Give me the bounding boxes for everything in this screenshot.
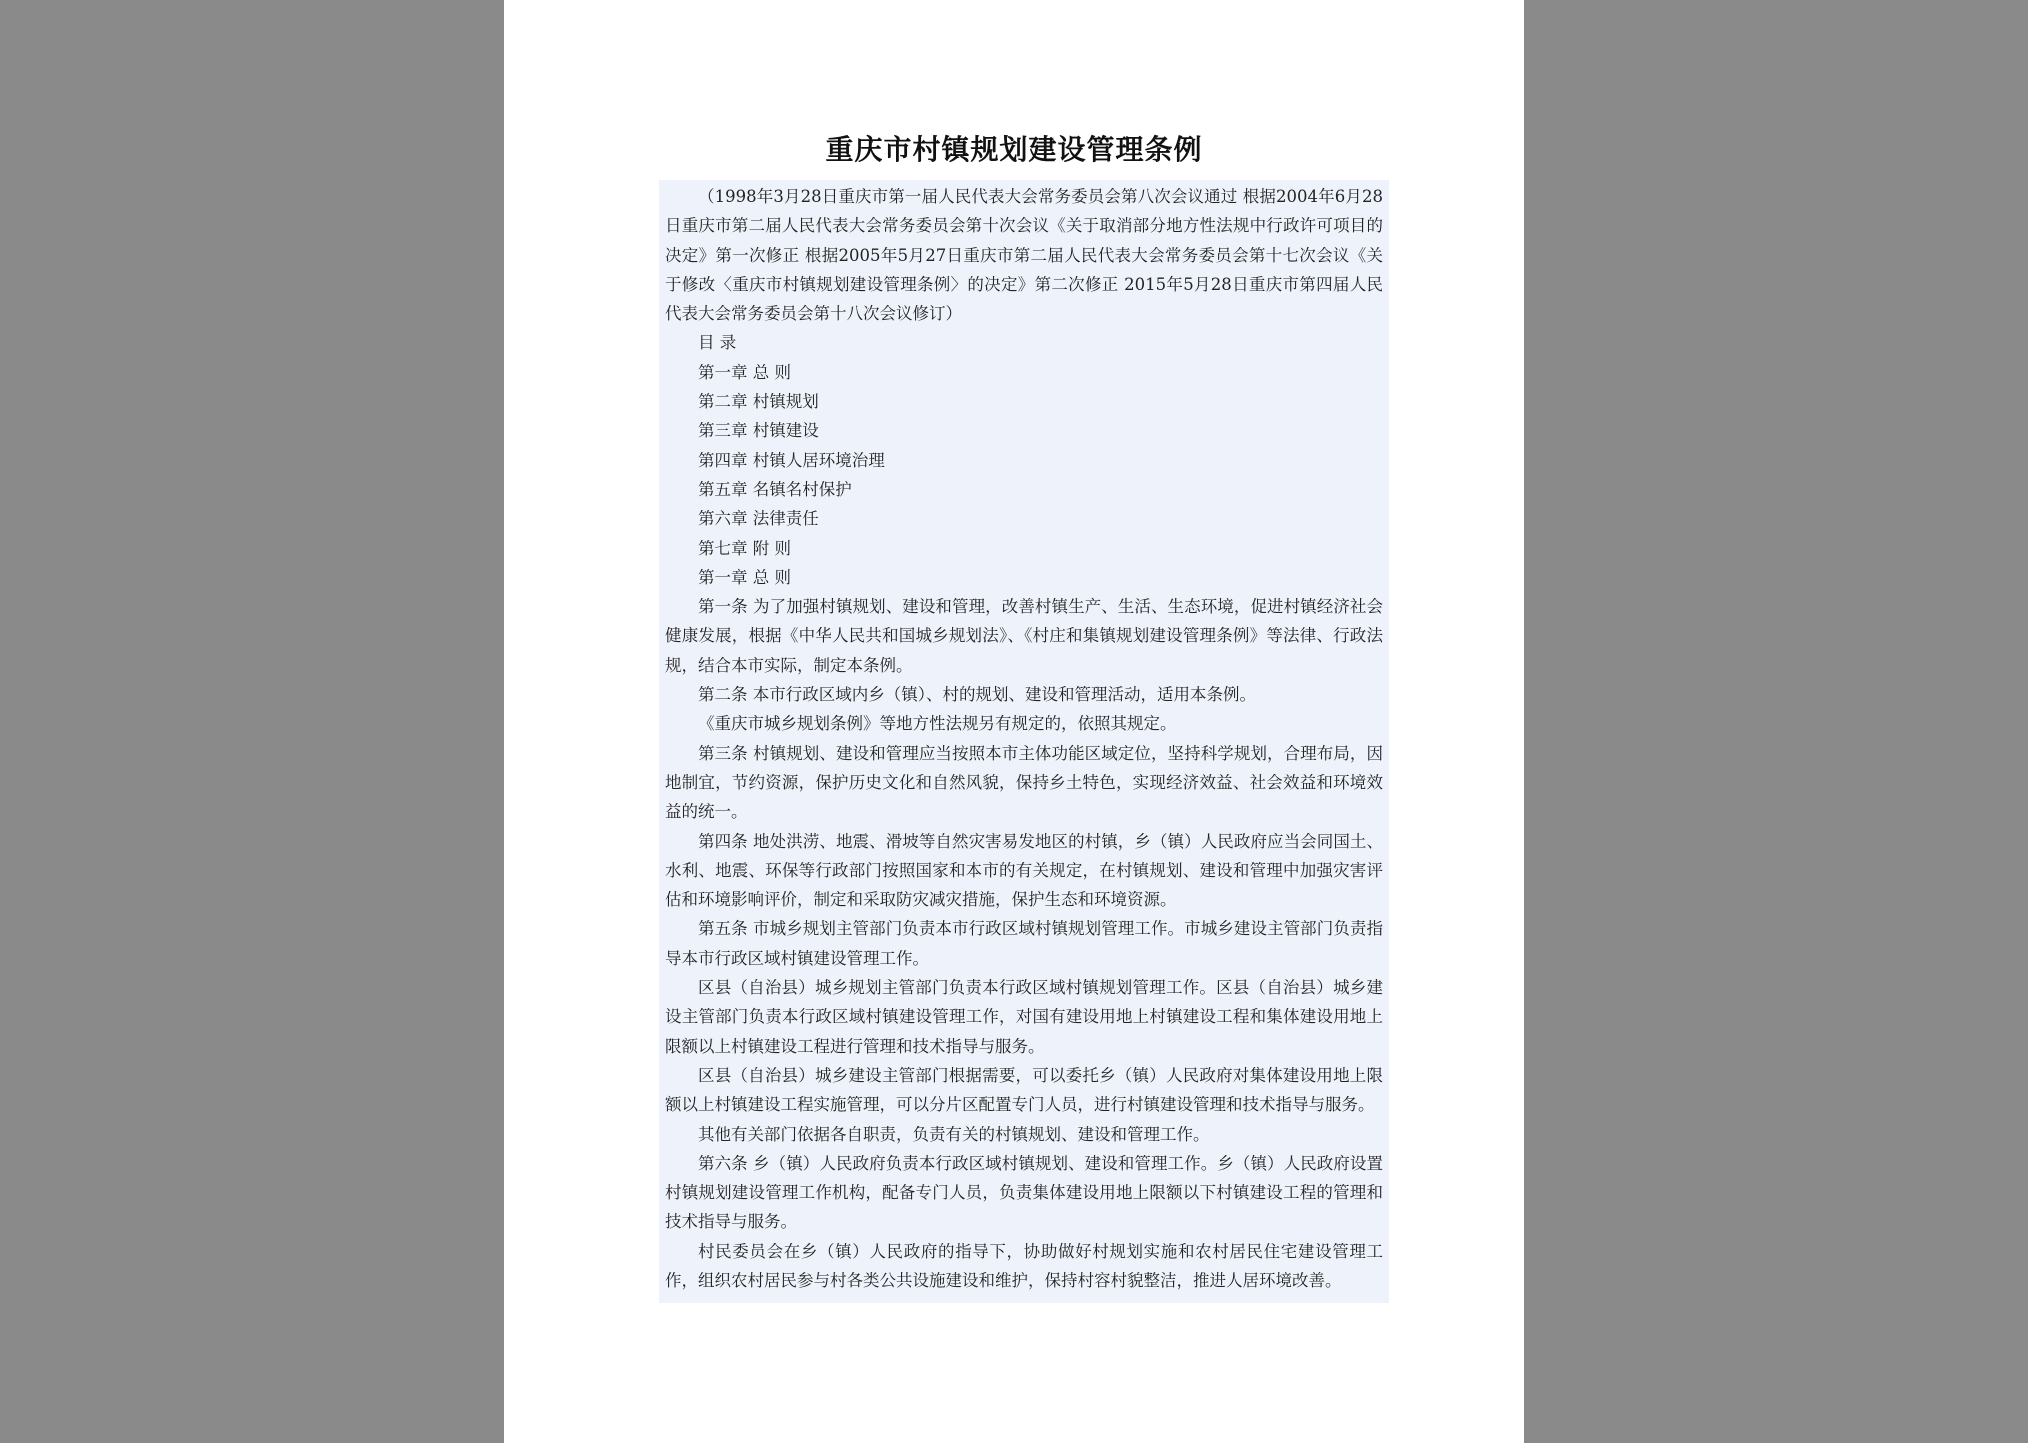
page-title: 重庆市村镇规划建设管理条例 bbox=[825, 133, 1203, 166]
article-paragraph: 第三条 村镇规划、建设和管理应当按照本市主体功能区域定位，坚持科学规划，合理布局，因地制宜，节约资源，保护历史文化和自然风貌，保持乡土特色，实现经济效益、社会效益和环境效益的统一。 bbox=[665, 743, 1383, 822]
toc-item: 第五章 名镇名村保护 bbox=[698, 479, 852, 499]
toc-item: 第七章 附 则 bbox=[698, 538, 791, 558]
preamble: （1998年3月28日重庆市第一届人民代表大会常务委员会第八次会议通过 根据2004年6月28日重庆市第二届人民代表大会常务委员会第十次会议《关于取消部分地方性法规中行政许可项目的决定》第一次修正 根据2005年5月27日重庆市第二届人民代表大会常务委员会第十七次会议《关于修改〈重庆市村镇规划建设管理条例〉的决定》第二次修正 2015年5月28日重庆市第四届人民代表大会常务委员会第十八次会议修订） bbox=[665, 187, 1383, 324]
article-paragraph: 第二条 本市行政区域内乡（镇）、村的规划、建设和管理活动，适用本条例。 bbox=[698, 685, 1256, 705]
article-paragraph: 第六条 乡（镇）人民政府负责本行政区域村镇规划、建设和管理工作。乡（镇）人民政府设置村镇规划建设管理工作机构，配备专门人员，负责集体建设用地上限额以下村镇建设工程的管理和技术指导与服务。 bbox=[665, 1153, 1383, 1232]
chapter-heading: 第一章 总 则 bbox=[698, 567, 791, 587]
document-page bbox=[504, 0, 1524, 1443]
article-paragraph: 第四条 地处洪涝、地震、滑坡等自然灾害易发地区的村镇，乡（镇）人民政府应当会同国土、水利、地震、环保等行政部门按照国家和本市的有关规定，在村镇规划、建设和管理中加强灾害评估和环境影响评价，制定和采取防灾减灾措施，保护生态和环境资源。 bbox=[665, 831, 1383, 910]
article-paragraph: 村民委员会在乡（镇）人民政府的指导下，协助做好村规划实施和农村居民住宅建设管理工作，组织农村居民参与村各类公共设施建设和维护，保持村容村貌整洁，推进人居环境改善。 bbox=[665, 1241, 1383, 1290]
toc-item: 第二章 村镇规划 bbox=[698, 392, 819, 412]
article-paragraph: 第一条 为了加强村镇规划、建设和管理，改善村镇生产、生活、生态环境，促进村镇经济社会健康发展，根据《中华人民共和国城乡规划法》、《村庄和集镇规划建设管理条例》等法律、行政法规，结合本市实际，制定本条例。 bbox=[665, 597, 1383, 675]
article-paragraph: 其他有关部门依据各自职责，负责有关的村镇规划、建设和管理工作。 bbox=[698, 1124, 1210, 1144]
article-paragraph: 第五条 市城乡规划主管部门负责本市行政区域村镇规划管理工作。市城乡建设主管部门负责指导本市行政区域村镇建设管理工作。 bbox=[665, 919, 1383, 968]
toc-item: 第六章 法律责任 bbox=[698, 509, 819, 529]
article-paragraph: 区县（自治县）城乡规划主管部门负责本行政区域村镇规划管理工作。区县（自治县）城乡建设主管部门负责本行政区域村镇建设管理工作，对国有建设用地上村镇建设工程和集体建设用地上限额以上村镇建设工程进行管理和技术指导与服务。 bbox=[665, 978, 1383, 1056]
toc-item: 第三章 村镇建设 bbox=[698, 421, 819, 441]
toc-heading: 目 录 bbox=[698, 333, 737, 353]
article-paragraph: 区县（自治县）城乡建设主管部门根据需要，可以委托乡（镇）人民政府对集体建设用地上限额以上村镇建设工程实施管理，可以分片区配置专门人员，进行村镇建设管理和技术指导与服务。 bbox=[665, 1065, 1383, 1115]
article-paragraph: 《重庆市城乡规划条例》等地方性法规另有规定的，依照其规定。 bbox=[698, 714, 1177, 734]
toc-item: 第一章 总 则 bbox=[698, 362, 791, 382]
toc-item: 第四章 村镇人居环境治理 bbox=[698, 450, 885, 470]
document-body bbox=[659, 180, 1389, 1303]
